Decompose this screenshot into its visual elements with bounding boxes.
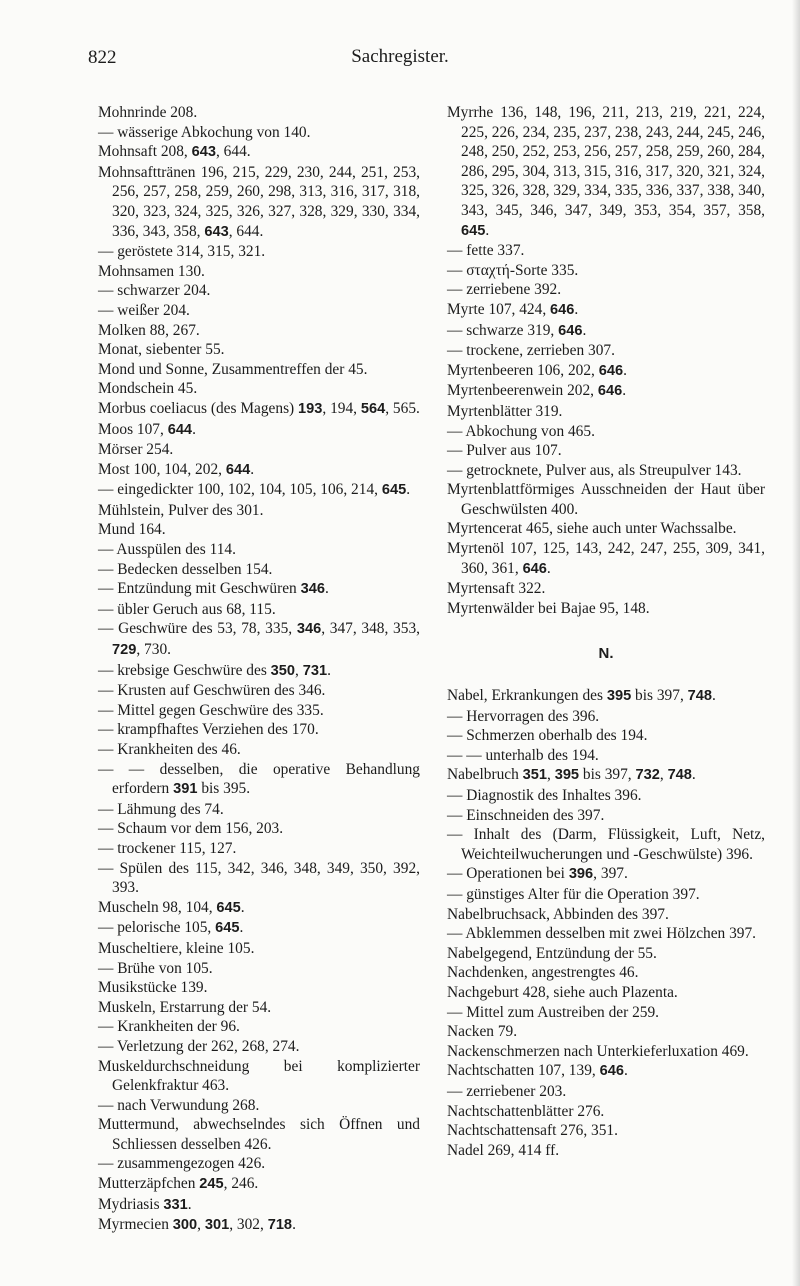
index-entry: — geröstete 314, 315, 321. [98,243,266,261]
index-entry: — Abklemmen desselben mit zwei Hölzchen 397. [447,925,757,943]
index-entry: Muskeldurchschneidung bei komplizierter Gelenkfraktur 463. [98,1057,420,1095]
index-entry: — — desselben, die operative Behandlung erfordern 391 bis 395. [98,760,420,798]
bold-page-reference: 732 [635,767,660,784]
index-entry: — getrocknete, Pulver aus, als Streupulver 143. [447,461,742,479]
index-entry: — Schaum vor dem 156, 203. [98,820,284,838]
index-entry: — Mittel zum Austreiben der 259. [447,1003,660,1021]
index-entry: Muskeln, Erstarrung der 54. [98,998,272,1016]
bold-page-reference: 346 [300,581,325,598]
index-entry: — Bedecken desselben 154. [98,560,273,578]
index-entry: — σταχτή-Sorte 335. [447,261,579,279]
index-entry: — Schmerzen oberhalb des 194. [447,727,648,745]
index-entry: Mühlstein, Pulver des 301. [98,501,264,519]
index-entry: Most 100, 104, 202, 644. [98,460,255,478]
bold-page-reference: 718 [267,1217,293,1234]
bold-page-reference: 351 [522,767,547,784]
index-entry: — Inhalt des (Darm, Flüssigkeit, Luft, Netz, Weichteilwucherungen und -Geschwülste) 396. [447,826,765,863]
index-entry: Myrrhe 136, 148, 196, 211, 213, 219, 221, 224, 225, 226, 234, 235, 237, 238, 243, 244, 245, 246, 248, 250, 252, 253, 256, 257, 258, 259, 260, 284, 286, 295, 304, 313, 315, 316, 317, 320, 321, 324, 325, 326, 328, 329, 334, 335, 336, 337, 338, 340, 343, 345, 346, 347, 349, 353, 354, 357, 358, 645. [447,104,765,239]
bold-page-reference: 193 [298,400,323,417]
bold-page-reference: 301 [204,1217,230,1234]
index-entry: — Abkochung von 465. [447,422,595,440]
index-entry: Nabelgegend, Entzündung der 55. [447,944,657,962]
index-entry: Nachtschatten 107, 139, 646. [447,1062,628,1080]
index-entry: — Geschwüre des 53, 78, 335, 346, 347, 348, 353, 729, 730. [98,620,420,659]
index-entry: Morbus coeliacus (des Magens) 193, 194, 564, 565. [98,399,420,417]
index-entry: Mohnsaft 208, 643, 644. [98,143,251,161]
bold-page-reference: 646 [598,362,624,379]
index-entry: — zerriebener 203. [447,1082,567,1100]
index-entry: — weißer 204. [98,301,190,319]
index-entry: Nabelbruch 351, 395 bis 397, 732, 748. [447,766,696,784]
bold-page-reference: 748 [687,688,712,705]
index-entry: — fette 337. [447,242,525,260]
index-entry: Nadel 269, 414 ff. [447,1141,560,1159]
index-entry: Myrmecien 300, 301, 302, 718. [98,1216,296,1234]
index-entry: Nabelbruchsack, Abbinden des 397. [447,905,669,923]
index-entry: — Pulver aus 107. [447,442,562,460]
bold-page-reference: 643 [204,223,229,240]
bold-page-reference: 748 [667,767,692,784]
bold-page-reference: 646 [558,322,583,339]
index-entry: Nacken 79. [447,1023,518,1041]
bold-page-reference: 396 [568,866,594,883]
index-entry: Myrtenblätter 319. [447,402,563,420]
index-entry: — Lähmung des 74. [98,800,224,818]
page-number: 822 [88,47,117,68]
index-entry: — Diagnostik des Inhaltes 396. [447,787,642,804]
bold-page-reference: 331 [163,1196,188,1213]
index-entry: — trockener 115, 127. [98,839,237,857]
index-entry: — Einschneiden des 397. [447,806,605,824]
index-entry: — übler Geruch aus 68, 115. [98,600,276,618]
index-entry: Mutterzäpfchen 245, 246. [98,1175,259,1193]
index-entry: Musikstücke 139. [98,979,208,997]
bold-page-reference: 645 [216,899,241,916]
bold-page-reference: 646 [522,560,547,577]
index-entry: Mydriasis 331. [98,1195,192,1213]
bold-page-reference: 645 [381,482,407,499]
index-group-n [447,686,765,1160]
index-entry: Myrtenöl 107, 125, 143, 242, 247, 255, 309, 341, 360, 361, 646. [447,540,765,577]
bold-page-reference: 395 [554,767,580,784]
index-entry: Nabel, Erkrankungen des 395 bis 397, 748. [447,687,716,705]
index-entry: — zerriebene 392. [447,281,562,299]
bold-page-reference: 245 [199,1176,224,1193]
index-entry: — trockene, zerrieben 307. [447,342,615,360]
running-head-title: Sachregister. [351,46,449,67]
bold-page-reference: 395 [606,688,632,705]
bold-page-reference: 564 [360,400,386,417]
index-entry: — Krusten auf Geschwüren des 346. [98,682,326,700]
index-entry: — Verletzung der 262, 268, 274. [98,1037,300,1055]
index-entry: — zusammengezogen 426. [98,1155,266,1173]
index-entry: — krebsige Geschwüre des 350, 731. [98,661,331,679]
index-entry: Mund 164. [98,521,166,539]
bold-page-reference: 646 [550,301,575,318]
page-edge-shadow [792,0,800,1286]
index-entry: Molken 88, 267. [98,321,200,339]
index-entry: Mörser 254. [98,441,174,459]
index-entry: — Mittel gegen Geschwüre des 335. [98,701,324,719]
index-entry: Mohnsamen 130. [98,262,205,280]
bold-page-reference: 645 [215,920,240,937]
index-entry: — Krankheiten der 96. [98,1018,240,1036]
index-entry: Nachtschattensaft 276, 351. [447,1122,618,1140]
bold-page-reference: 391 [173,781,198,798]
index-entry: Muscheltiere, kleine 105. [98,939,255,957]
index-entry: — schwarze 319, 646. [447,321,587,339]
bold-page-reference: 646 [599,1063,624,1080]
bold-page-reference: 644 [167,421,193,438]
right-index-column [447,103,765,1160]
bold-page-reference: 731 [302,662,328,679]
index-entry: — wässerige Abkochung von 140. [98,123,311,141]
index-entry: Myrtenblattförmiges Ausschneiden der Haut über Geschwülsten 400. [447,481,765,518]
index-entry: — Operationen bei 396, 397. [447,865,628,883]
bold-page-reference: 300 [172,1217,198,1234]
index-entry: Muscheln 98, 104, 645. [98,898,245,916]
index-entry: — Hervorragen des 396. [447,707,600,725]
index-entry: — günstiges Alter für die Operation 397. [447,885,700,903]
index-entry: — Entzündung mit Geschwüren 346. [98,580,329,598]
index-entry: Myrte 107, 424, 646. [447,300,579,318]
bold-page-reference: 350 [270,662,296,679]
index-entry: — pelorische 105, 645. [98,919,244,937]
bold-page-reference: 645 [461,222,486,239]
left-index-column [98,103,420,1236]
index-group-m-continued [447,103,765,618]
index-entry: Mohnsafttränen 196, 215, 229, 230, 244, 251, 253, 256, 257, 258, 259, 260, 298, 313, 316, 317, 318, 320, 323, 324, 325, 326, 327, 328, 329, 330, 334, 336, 343, 358, 643, 644. [98,163,420,240]
index-entry: Moos 107, 644. [98,420,196,438]
index-entry: — Ausspülen des 114. [98,541,236,559]
index-entry: Mond und Sonne, Zusammentreffen der 45. [98,360,368,378]
index-entry: Mondschein 45. [98,380,198,398]
index-entry: Nachtschattenblätter 276. [447,1102,605,1120]
bold-page-reference: 346 [296,621,322,638]
index-entry: Myrtenbeerenwein 202, 646. [447,382,627,400]
bold-page-reference: 729 [112,642,137,659]
index-entry: — Brühe von 105. [98,959,213,977]
index-entry: Myrtenwälder bei Bajae 95, 148. [447,599,650,617]
index-entry: Nackenschmerzen nach Unterkieferluxation 469. [447,1042,749,1060]
index-entry: — nach Verwundung 268. [98,1096,260,1114]
index-entry: Monat, siebenter 55. [98,341,225,359]
index-entry: Myrtensaft 322. [447,580,546,598]
index-entry: — Krankheiten des 46. [98,741,241,758]
index-entry: — schwarzer 204. [98,282,211,300]
index-entry: Nachdenken, angestrengtes 46. [447,964,639,982]
index-entry: Muttermund, abwechselndes sich Öffnen und Schliessen desselben 426. [98,1116,420,1153]
bold-page-reference: 643 [191,144,216,161]
section-letter-heading: N. [598,645,614,663]
index-entry: — — unterhalb des 194. [447,746,599,764]
index-entry: — eingedickter 100, 102, 104, 105, 106, 214, 645. [98,481,411,499]
index-entry: Nachgeburt 428, siehe auch Plazenta. [447,983,678,1001]
index-entry: Mohnrinde 208. [98,104,198,121]
bold-page-reference: 644 [225,461,251,478]
bold-page-reference: 646 [597,383,623,400]
index-entry: Myrtencerat 465, siehe auch unter Wachssalbe. [447,520,737,538]
index-entry: — Spülen des 115, 342, 346, 348, 349, 350, 392, 393. [98,859,420,897]
index-entry: Myrtenbeeren 106, 202, 646. [447,361,627,379]
index-entry: — krampfhaftes Verziehen des 170. [98,721,319,739]
